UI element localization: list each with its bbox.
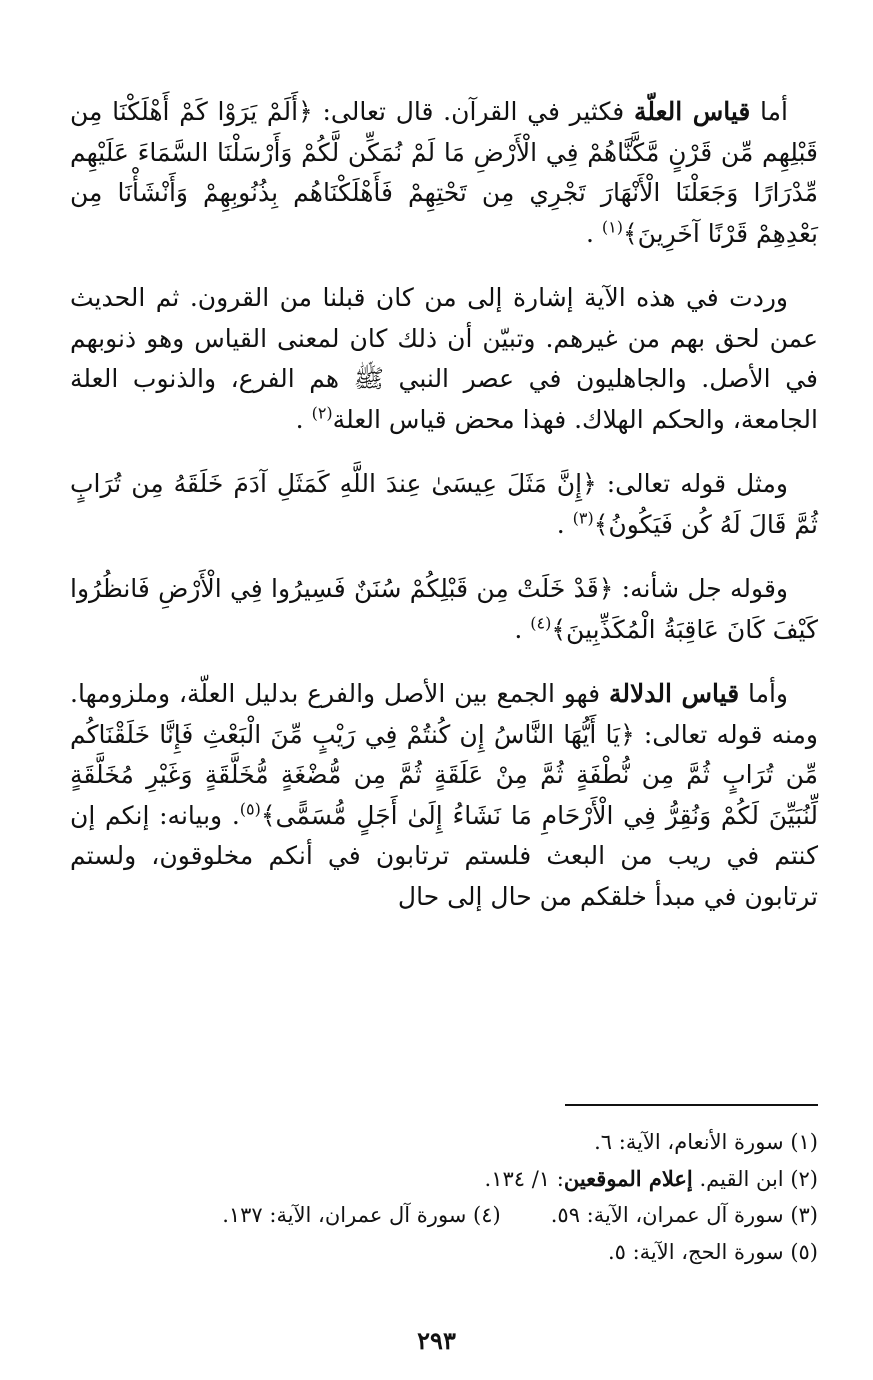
text-run: فهو الجمع بين الأصل والفرع بدليل العلّة، وملزومها. ومنه قوله تعالى:	[70, 679, 818, 749]
footnote-3: (٣) سورة آل عمران، الآية: ٥٩.	[550, 1203, 818, 1227]
quran-verse: ﴿أَلَمْ يَرَوْا كَمْ أَهْلَكْنَا مِن قَبْلِهِم مِّن قَرْنٍ مَّكَّنَّاهُمْ فِي الْأَرْضِ مَا لَمْ نُمَكِّن لَّكُمْ وَأَرْسَلْنَا السَّمَاءَ عَلَيْهِم مِّدْرَارًا وَجَعَلْنَا الْأَنْهَارَ تَجْرِي مِن تَحْتِهِمْ فَأَهْلَكْنَاهُم بِذُنُوبِهِمْ وَأَنْشَأْنَا مِن بَعْدِهِمْ قَرْنًا آخَرِينَ﴾	[70, 97, 818, 248]
page-number: ٢٩٣	[417, 1326, 456, 1355]
paragraph-isa-verse	[70, 464, 818, 545]
quran-verse: ﴿قَدْ خَلَتْ مِن قَبْلِكُمْ سُنَنٌ فَسِيرُوا فِي الْأَرْضِ فَانظُرُوا كَيْفَ كَانَ عَاقِبَةُ الْمُكَذِّبِينَ﴾	[70, 574, 818, 644]
footnote-ref-2: (٢)	[311, 403, 333, 423]
text-run: ومثل قوله تعالى:	[596, 469, 789, 498]
footnote-1: (١) سورة الأنعام، الآية: ٦.	[594, 1130, 818, 1154]
paragraph-analogy-of-cause	[70, 92, 818, 254]
footnote-3-4-row	[70, 1197, 818, 1234]
text-run: أما	[750, 97, 789, 126]
text-run: وأما	[739, 679, 789, 708]
footnote-ref-4: (٤)	[530, 613, 552, 633]
text-run: فكثير في القرآن. قال تعالى:	[312, 97, 634, 126]
text-run: وقوله جل شأنه:	[613, 574, 788, 603]
footnote-ref-1: (١)	[601, 217, 623, 237]
footnote-2	[70, 1161, 818, 1198]
footnote-ref-3: (٣)	[572, 508, 594, 528]
text-run: . وبيانه: إنكم إن كنتم في ريب من البعث فلستم ترتابون في أنكم مخلوقون، ولستم ترتابون في مبدأ خلقكم من حال إلى حال	[70, 800, 818, 911]
footnote-separator	[565, 1104, 818, 1106]
quran-verse: ﴿إِنَّ مَثَلَ عِيسَىٰ عِندَ اللَّهِ كَمَثَلِ آدَمَ خَلَقَهُ مِن تُرَابٍ ثُمَّ قَالَ لَهُ كُن فَيَكُونُ﴾	[70, 469, 818, 539]
text-run: .	[514, 614, 531, 644]
term-qiyas-dalala: قياس الدلالة	[608, 679, 740, 708]
paragraph-analogy-of-indication	[70, 674, 818, 917]
text-run: .	[585, 218, 602, 248]
paragraph-explanation	[70, 278, 818, 440]
footnote-2-prefix: (٢) ابن القيم.	[692, 1166, 818, 1191]
footnote-2-suffix: : ١/ ١٣٤.	[484, 1166, 564, 1191]
term-qiyas-illa: قياس العلّة	[633, 97, 751, 126]
paragraph-text: وردت في هذه الآية إشارة إلى من كان قبلنا من القرون. ثم الحديث عمن لحق بهم من غيرهم. وتبيّن أن ذلك كان لمعنى القياس وهو ذنوبهم في الأصل. والجاهليون في عصر النبي ﷺ هم الفرع، والذنوب العلة الجامعة، والحكم الهلاك. فهذا محض قياس العلة	[70, 283, 818, 434]
text-run: .	[556, 509, 573, 539]
footnote-2-book-title: إعلام الموقعين	[563, 1165, 693, 1191]
text-run: .	[295, 404, 312, 434]
footnote-ref-5: (٥)	[239, 799, 261, 819]
main-text	[70, 92, 818, 941]
footnotes	[70, 1124, 818, 1270]
paragraph-sunan-verse	[70, 569, 818, 650]
footnote-5: (٥) سورة الحج، الآية: ٥.	[607, 1239, 818, 1264]
quran-verse: ﴿يَا أَيُّهَا النَّاسُ إِن كُنتُمْ فِي رَيْبٍ مِّنَ الْبَعْثِ فَإِنَّا خَلَقْنَاكُم مِّن تُرَابٍ ثُمَّ مِن نُّطْفَةٍ ثُمَّ مِنْ عَلَقَةٍ ثُمَّ مِن مُّضْغَةٍ مُّخَلَّقَةٍ وَغَيْرِ مُخَلَّقَةٍ لِّنُبَيِّنَ لَكُمْ وَنُقِرُّ فِي الْأَرْحَامِ مَا نَشَاءُ إِلَىٰ أَجَلٍ مُّسَمًّى﴾	[70, 719, 818, 830]
footnote-4: (٤) سورة آل عمران، الآية: ١٣٧.	[222, 1203, 501, 1227]
